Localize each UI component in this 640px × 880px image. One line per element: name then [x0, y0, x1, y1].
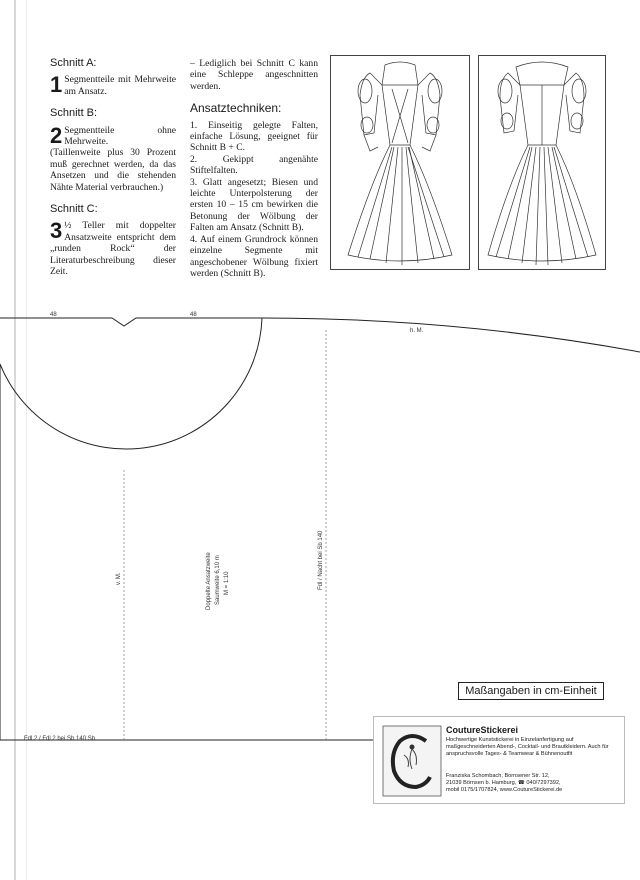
- schnitt-c-text: ½ Teller mit doppelter Ansatzweite entspricht dem „runden Rock“ der Literaturbeschreibung dieser Zeit.: [50, 220, 176, 278]
- ad-address-line-3: mobil 0175/1707824, www.CoutureStickerei.de: [446, 787, 563, 793]
- ad-address-line-1: Franziska Schombach, Bornsener Str. 12,: [446, 773, 550, 779]
- scale-label: M = 1:10: [224, 571, 230, 595]
- measure-right-48: 48: [190, 312, 197, 318]
- fold-label: Fdl / Nacht bei Sb 140: [318, 530, 324, 590]
- mass-unit-label: Maßangaben in cm-Einheit: [458, 682, 604, 700]
- schnitt-b-heading: Schnitt B:: [50, 107, 98, 120]
- measure-left-48: 48: [50, 312, 57, 318]
- schnitt-a-number: 1: [50, 72, 63, 98]
- pattern-waist-arc: [0, 318, 262, 449]
- ad-address-line-2: 21039 Börnsen b. Hamburg, ☎ 040/7297392,: [446, 780, 561, 786]
- monogram-logo-icon: [382, 725, 442, 797]
- back-center-label: h. M.: [410, 328, 424, 334]
- pattern-top-edge: [0, 318, 262, 326]
- pattern-hem-top: [262, 318, 640, 352]
- schnitt-c-number: 3: [50, 218, 63, 244]
- schnitt-a-heading: Schnitt A:: [50, 57, 97, 69]
- front-center-label: v. M.: [116, 572, 122, 585]
- center-label-1: Doppelte Ansatzweite: [206, 552, 212, 610]
- schnitt-b-number: 2: [50, 122, 63, 148]
- ansatz-item-4: 4. Auf einem Grundrock können einzelne Segmente mit angeschobener Wölbung fixiert werden (Schnitt B).: [190, 233, 318, 279]
- ansatz-heading: Ansatztechniken:: [190, 101, 282, 116]
- couture-stickerei-ad: [373, 716, 625, 804]
- schnitt-b-note: (Taillenweite plus 30 Prozent muß gerechnet werden, da das Ansetzen und die stehenden Nähte Material verbrauchen.): [50, 147, 176, 193]
- schnitt-a-text: Segmentteile mit Mehrweite am Ansatz.: [64, 74, 176, 97]
- ansatz-item-1: 1. Einseitig gelegte Falten, einfache Lösung, geeignet für Schnitt B + C.: [190, 119, 318, 154]
- center-label-2: Saumweite 6,10 m: [215, 555, 221, 605]
- ad-description: Hochwertige Kunststickerei in Einzelanfertigung auf maßgeschneiderten Abend-, Cocktail- und Brautkleidern. Auch für anspruchsvolle Tages- & Teamwear & Bühnenoutfit: [446, 737, 609, 757]
- schleppe-note: – Lediglich bei Schnitt C kann eine Schleppe angeschnitten werden.: [190, 58, 318, 92]
- schnitt-c-heading: Schnitt C:: [50, 203, 98, 216]
- ad-address: [446, 773, 624, 794]
- ad-title: CoutureStickerei: [446, 725, 519, 735]
- ansatz-item-2: 2. Gekippt angenähte Stiftelfalten.: [190, 153, 318, 177]
- schnitt-b-text: Segmentteile ohne Mehrweite.: [64, 124, 176, 148]
- ansatz-item-3: 3. Glatt angesetzt; Biesen und leichte Unterpolsterung der ersten 10 – 15 cm bewirken die Betonung der Wölbung der Falten am Ansatz (Schnitt B).: [190, 176, 318, 234]
- bottom-left-label: Fdl 2 / Fdl 2 bei Sb 140 Sb: [24, 736, 96, 742]
